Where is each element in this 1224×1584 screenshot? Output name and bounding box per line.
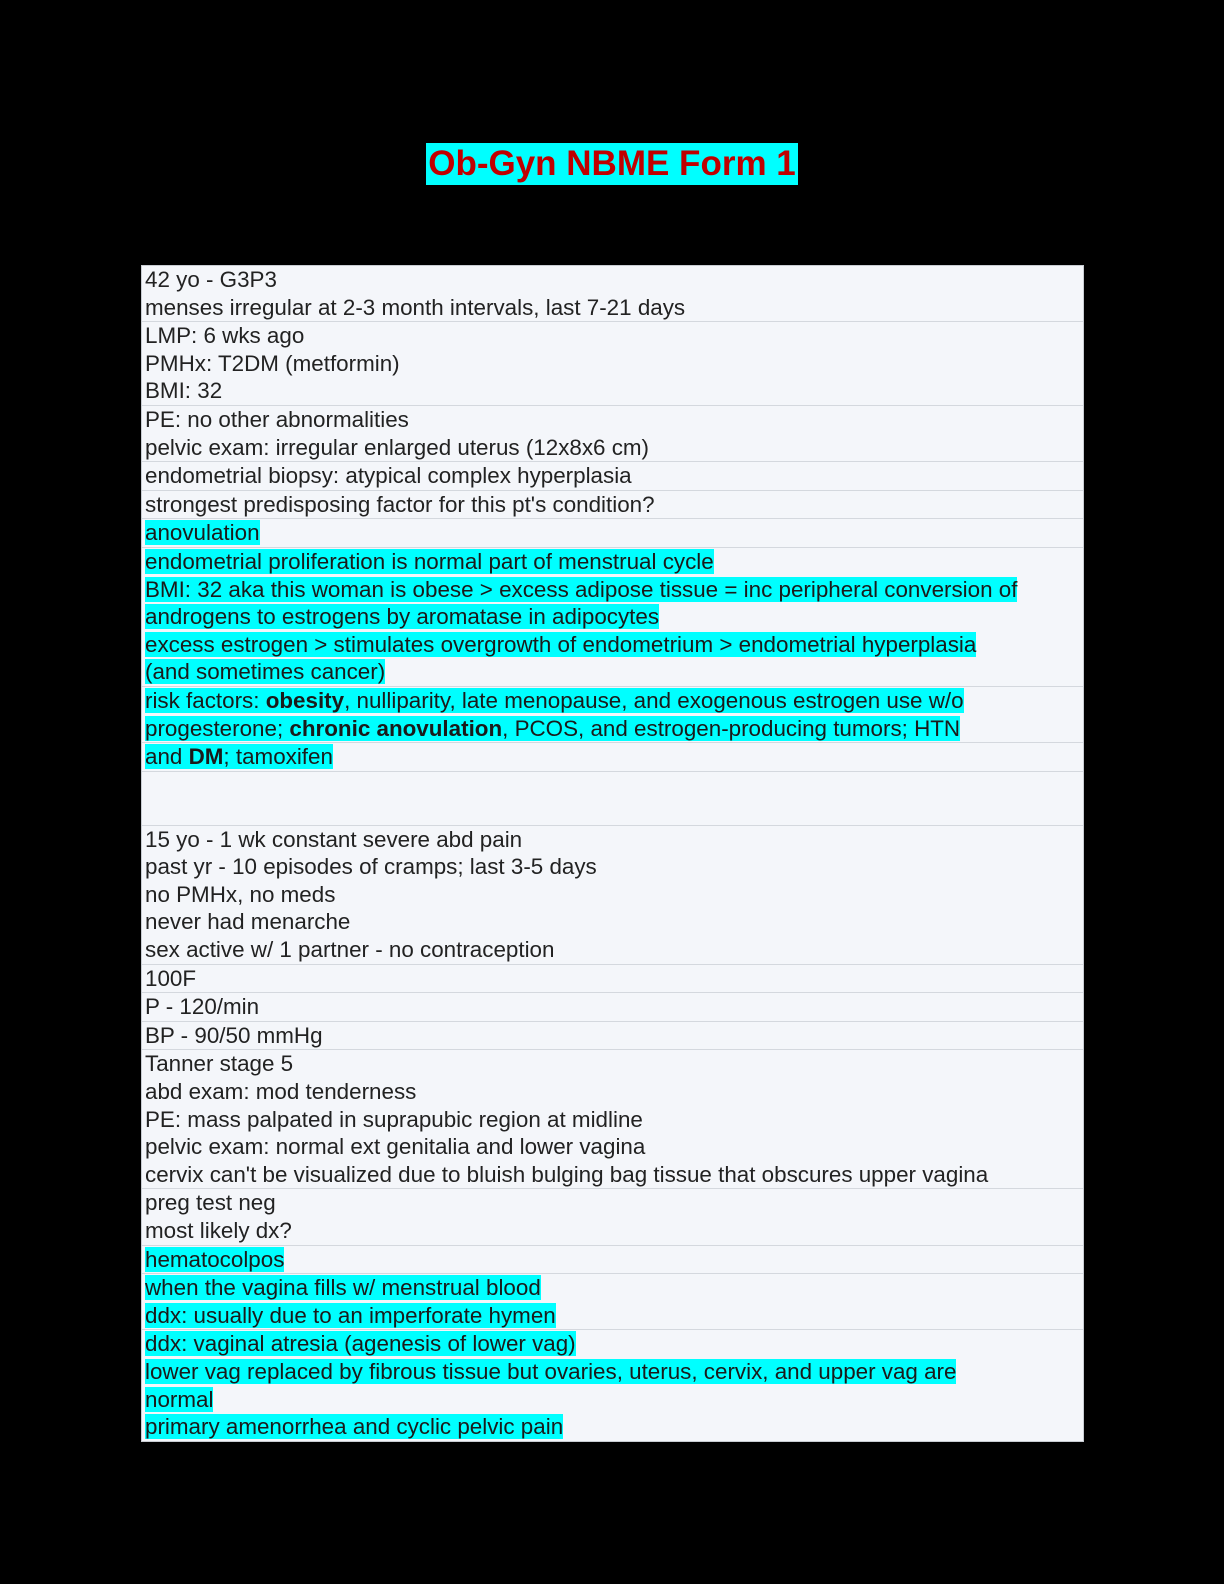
case2-answer-text: hematocolpos <box>145 1246 285 1272</box>
case2-cell-1 <box>142 826 1083 965</box>
explanation-line: primary amenorrhea and cyclic pelvic pain <box>145 1414 564 1440</box>
risk-text: , PCOS, and estrogen-producing tumors; HTN <box>502 715 961 741</box>
case2-line: Tanner stage 5 <box>145 1051 294 1077</box>
case2-line: PE: mass palpated in suprapubic region at midline <box>145 1106 643 1132</box>
explanation-line: endometrial proliferation is normal part of menstrual cycle <box>145 548 714 574</box>
risk-factors-line-2 <box>145 716 960 741</box>
risk-text: progesterone; <box>145 715 290 741</box>
risk-text: ; tamoxifen <box>223 744 333 770</box>
case2-line: pelvic exam: normal ext genitalia and lower vagina <box>145 1134 646 1160</box>
case2-line: P - 120/min <box>145 994 260 1020</box>
case2-answer <box>142 1246 1083 1275</box>
case2-line: 15 yo - 1 wk constant severe abd pain <box>145 826 523 852</box>
case2-vital-pulse <box>142 993 1083 1022</box>
case2-vital-bp <box>142 1022 1083 1051</box>
case1-cell-4 <box>142 462 1083 491</box>
explanation-line: ddx: usually due to an imperforate hymen <box>145 1302 556 1328</box>
risk-factors-line-1 <box>145 688 964 713</box>
explanation-line: normal <box>145 1386 214 1412</box>
notes-table <box>141 265 1084 1442</box>
risk-bold-obesity: obesity <box>265 687 345 713</box>
case1-line: menses irregular at 2-3 month intervals, last 7-21 days <box>145 294 686 320</box>
risk-text: , nulliparity, late menopause, and exogenous estrogen use w/o <box>344 687 964 713</box>
case1-line: LMP: 6 wks ago <box>145 323 305 349</box>
risk-bold-anovulation: chronic anovulation <box>289 715 503 741</box>
explanation-line: when the vagina fills w/ menstrual blood <box>145 1275 541 1301</box>
explanation-line: ddx: vaginal atresia (agenesis of lower vag) <box>145 1331 576 1357</box>
case1-risk-factors-end <box>142 743 1083 772</box>
case1-line: PE: no other abnormalities <box>145 406 409 432</box>
case2-exam <box>142 1050 1083 1189</box>
case1-line: PMHx: T2DM (metformin) <box>145 350 400 376</box>
risk-factors-line-3 <box>145 744 333 769</box>
explanation-line: BMI: 32 aka this woman is obese > excess adipose tissue = inc peripheral conversion of <box>145 576 1018 602</box>
case1-answer <box>142 519 1083 548</box>
case1-cell-2 <box>142 322 1083 406</box>
case1-risk-factors <box>142 687 1083 743</box>
case2-line: preg test neg <box>145 1190 276 1216</box>
case2-explanation <box>142 1274 1083 1330</box>
case2-line: cervix can't be visualized due to bluish bulging bag tissue that obscures upper vagina <box>145 1161 989 1187</box>
case2-vital-temp <box>142 965 1083 994</box>
case1-line: 42 yo - G3P3 <box>145 267 277 292</box>
case2-line: past yr - 10 episodes of cramps; last 3-5 days <box>145 854 597 880</box>
case1-explanation <box>142 548 1083 687</box>
case1-answer-text: anovulation <box>145 520 260 546</box>
explanation-line: excess estrogen > stimulates overgrowth of endometrium > endometrial hyperplasia <box>145 631 977 657</box>
case1-line: endometrial biopsy: atypical complex hyperplasia <box>145 463 632 489</box>
explanation-line: lower vag replaced by fibrous tissue but ovaries, uterus, cervix, and upper vag are <box>145 1358 957 1384</box>
case2-question-line: most likely dx? <box>145 1218 292 1243</box>
case1-question-line: strongest predisposing factor for this pt's condition? <box>145 491 655 517</box>
explanation-line: androgens to estrogens by aromatase in adipocytes <box>145 604 660 630</box>
case2-line: sex active w/ 1 partner - no contraception <box>145 937 555 963</box>
case1-line: BMI: 32 <box>145 378 223 404</box>
case2-ddx <box>142 1330 1083 1440</box>
page-title: Ob-Gyn NBME Form 1 <box>428 144 796 183</box>
case1-cell-1 <box>142 266 1083 322</box>
section-spacer <box>142 772 1083 826</box>
case1-question <box>142 491 1083 520</box>
case2-line: abd exam: mod tenderness <box>145 1079 417 1105</box>
case1-cell-3 <box>142 406 1083 462</box>
case2-line: BP - 90/50 mmHg <box>145 1022 323 1048</box>
case2-line: 100F <box>145 965 197 991</box>
risk-text: and <box>145 744 189 770</box>
case1-line: pelvic exam: irregular enlarged uterus (12x8x6 cm) <box>145 434 650 460</box>
risk-bold-dm: DM <box>188 744 224 770</box>
title-wrap <box>0 143 1224 185</box>
case2-line: never had menarche <box>145 909 351 935</box>
explanation-line: (and sometimes cancer) <box>145 659 386 685</box>
case2-line: no PMHx, no meds <box>145 881 336 907</box>
case2-question <box>142 1189 1083 1245</box>
risk-text: risk factors: <box>145 687 266 713</box>
